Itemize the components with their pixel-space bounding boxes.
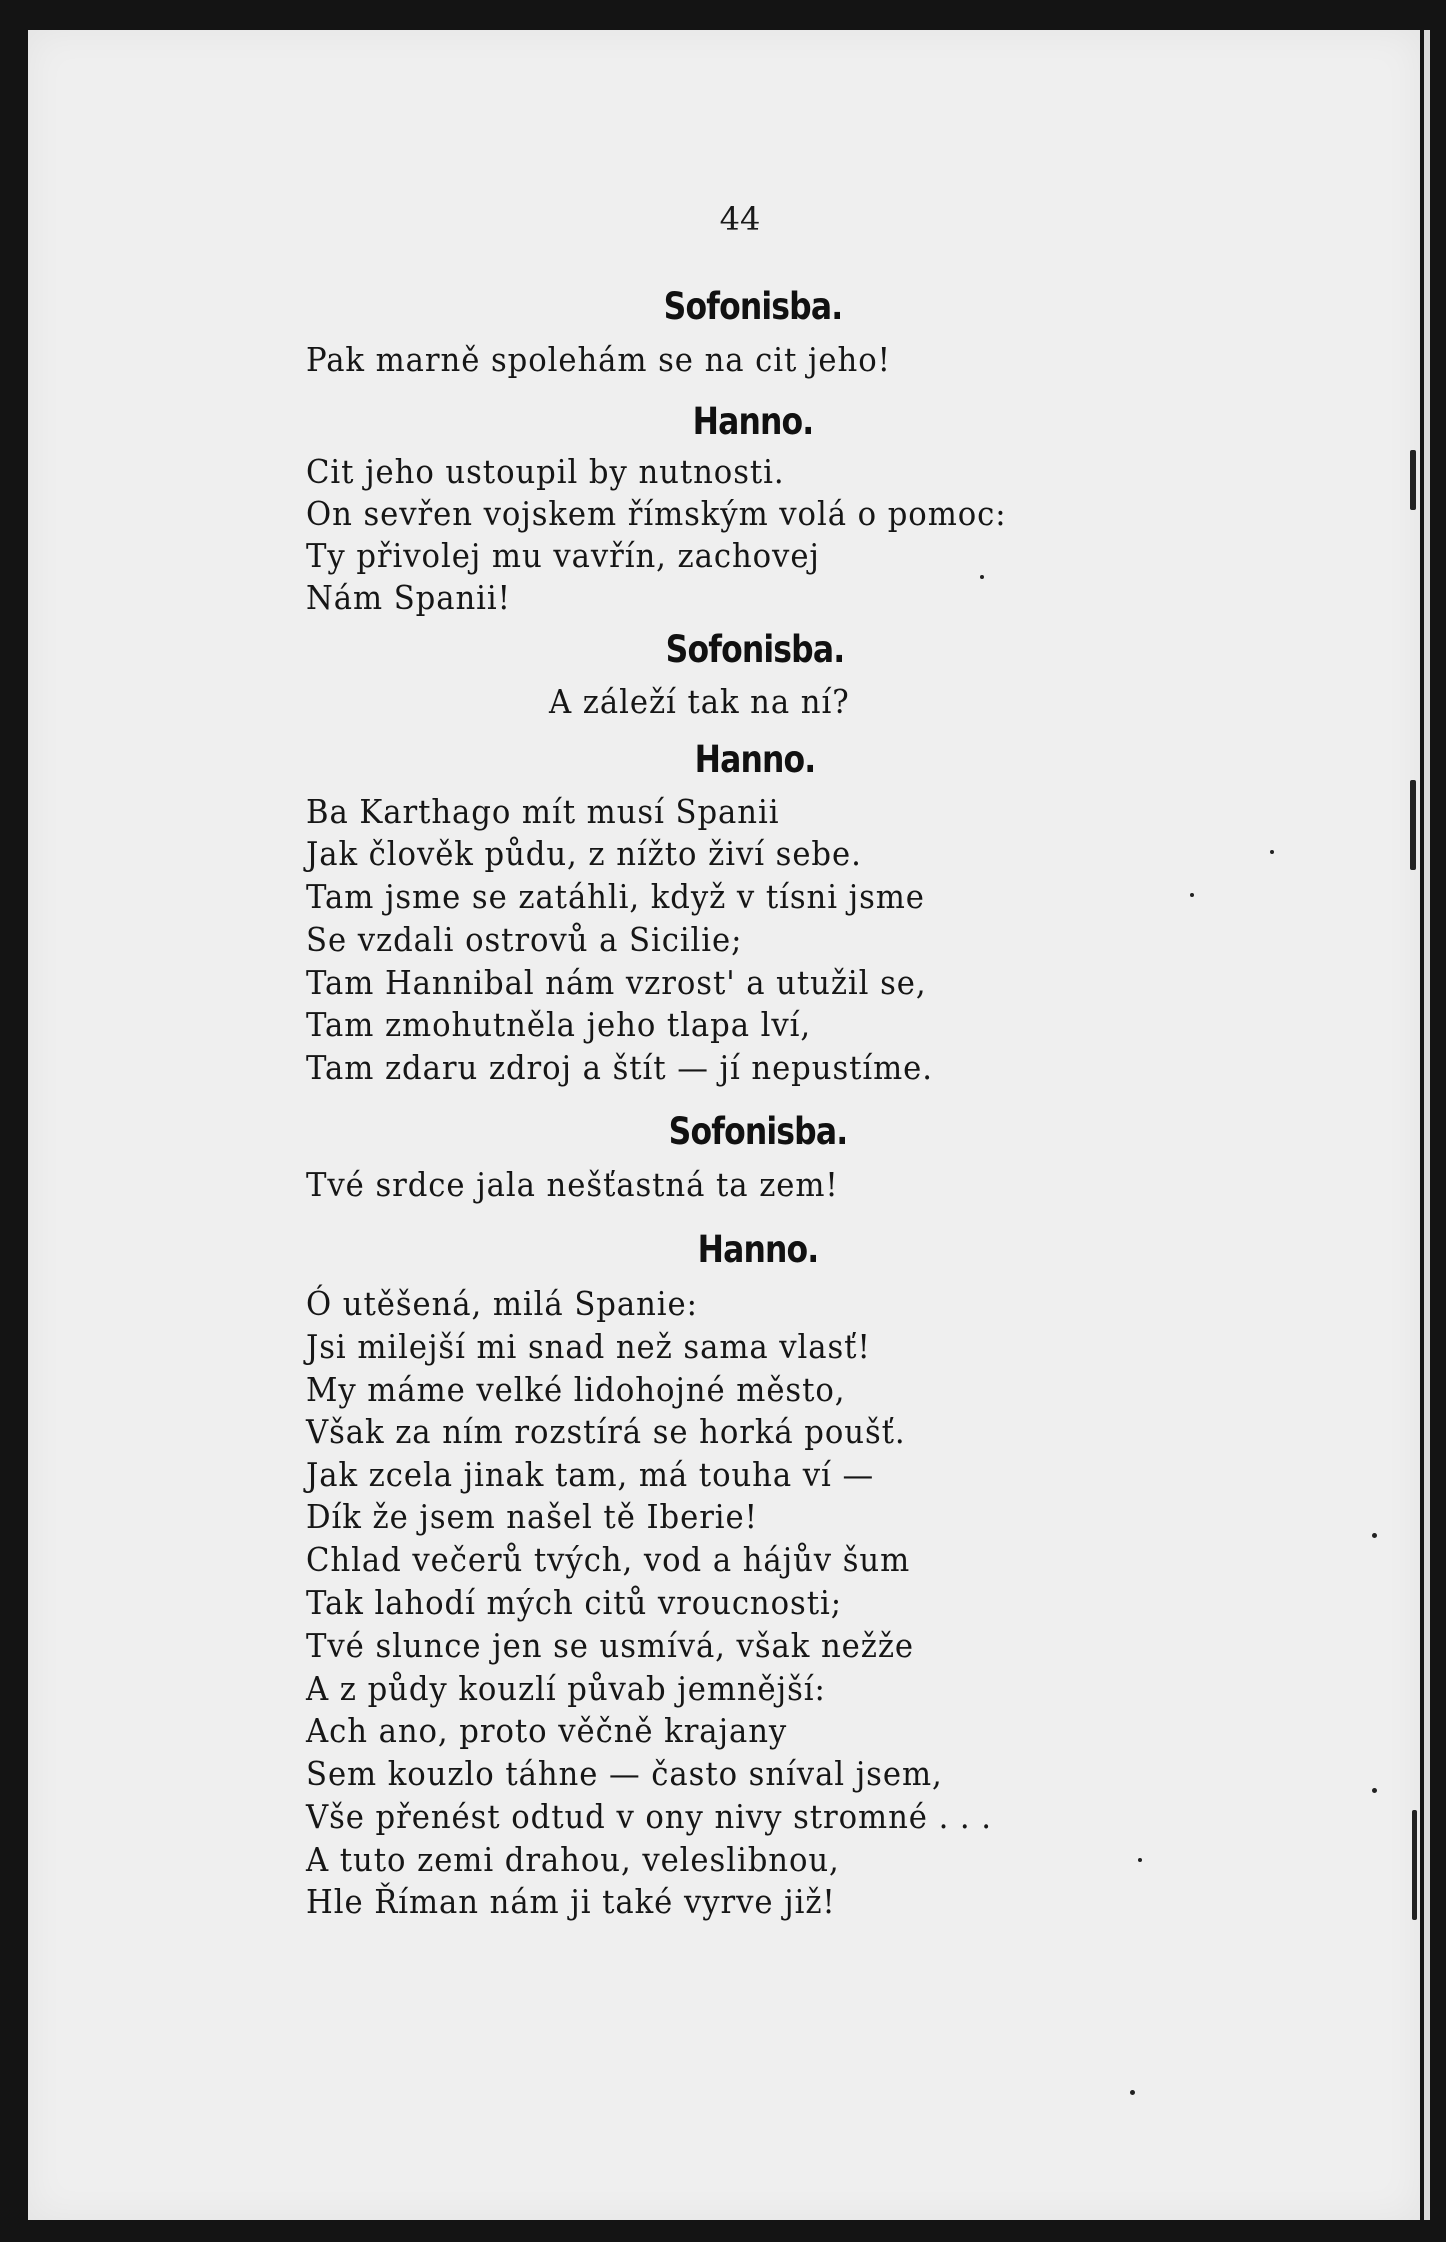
scan-speck [1372, 1788, 1377, 1793]
scan-speck [1270, 850, 1274, 854]
page-number: 44 [719, 200, 761, 238]
verse-line: A z půdy kouzlí půvab jemnější: [306, 1669, 826, 1708]
speaker-name: Sofonisba. [668, 1110, 848, 1153]
verse-line: Ó utěšená, milá Spanie: [306, 1284, 698, 1323]
verse-line: On sevřen vojskem římským volá o pomoc: [306, 494, 1007, 533]
scan-speck [1190, 893, 1194, 897]
scan-speck [1410, 780, 1416, 870]
verse-line: Ba Karthago mít musí Spanii [306, 792, 780, 831]
speaker-name: Hanno. [692, 400, 814, 443]
verse-line: A záleží tak na ní? [549, 682, 850, 721]
verse-line: Se vzdali ostrovů a Sicilie; [306, 920, 743, 959]
verse-line: Cit jeho ustoupil by nutnosti. [306, 452, 785, 491]
verse-line: Ach ano, proto věčně krajany [306, 1711, 788, 1750]
verse-line: Dík že jsem našel tě Iberie! [306, 1497, 758, 1536]
speaker-name: Hanno. [694, 738, 816, 781]
verse-line: Sem kouzlo táhne — často sníval jsem, [306, 1754, 943, 1793]
scan-speck [980, 575, 984, 579]
scan-speck [1412, 1810, 1417, 1920]
verse-line: Tvé srdce jala nešťastná ta zem! [306, 1165, 839, 1204]
verse-line: A tuto zemi drahou, veleslibnou, [306, 1840, 840, 1879]
verse-line: My máme velké lidohojné město, [306, 1370, 846, 1409]
verse-line: Nám Spanii! [306, 578, 511, 617]
verse-line: Chlad večerů tvých, vod a hájův šum [306, 1540, 911, 1579]
verse-line: Tam zmohutněla jeho tlapa lví, [306, 1005, 812, 1044]
scan-speck [1130, 2090, 1135, 2095]
verse-line: Jak člověk půdu, z nížto živí sebe. [306, 834, 862, 873]
verse-line: Tak lahodí mých citů vroucnosti; [306, 1583, 842, 1622]
scan-speck [1372, 1533, 1377, 1538]
verse-line: Tam zdaru zdroj a štít — jí nepustíme. [306, 1048, 933, 1087]
verse-line: Tam jsme se zatáhli, když v tísni jsme [306, 877, 925, 916]
verse-line: Hle Říman nám ji také vyrve již! [306, 1882, 836, 1921]
verse-line: Ty přivolej mu vavřín, zachovej [306, 536, 820, 575]
verse-line: Jak zcela jinak tam, má touha ví — [306, 1455, 875, 1494]
verse-line: Tvé slunce jen se usmívá, však nežže [306, 1626, 915, 1665]
page-edge [1424, 30, 1430, 2220]
verse-line: Však za ním rozstírá se horká poušť. [306, 1412, 906, 1451]
verse-line: Pak marně spolehám se na cit jeho! [306, 340, 891, 379]
scan-speck [1138, 1858, 1142, 1862]
verse-line: Tam Hannibal nám vzrost' a utužil se, [306, 963, 927, 1002]
scan-speck [1410, 450, 1416, 510]
speaker-name: Hanno. [697, 1228, 819, 1271]
speaker-name: Sofonisba. [665, 628, 845, 671]
verse-line: Jsi milejší mi snad než sama vlasť! [306, 1327, 871, 1366]
speaker-name: Sofonisba. [663, 285, 843, 328]
verse-line: Vše přenést odtud v ony nivy stromné . . . [306, 1797, 993, 1836]
